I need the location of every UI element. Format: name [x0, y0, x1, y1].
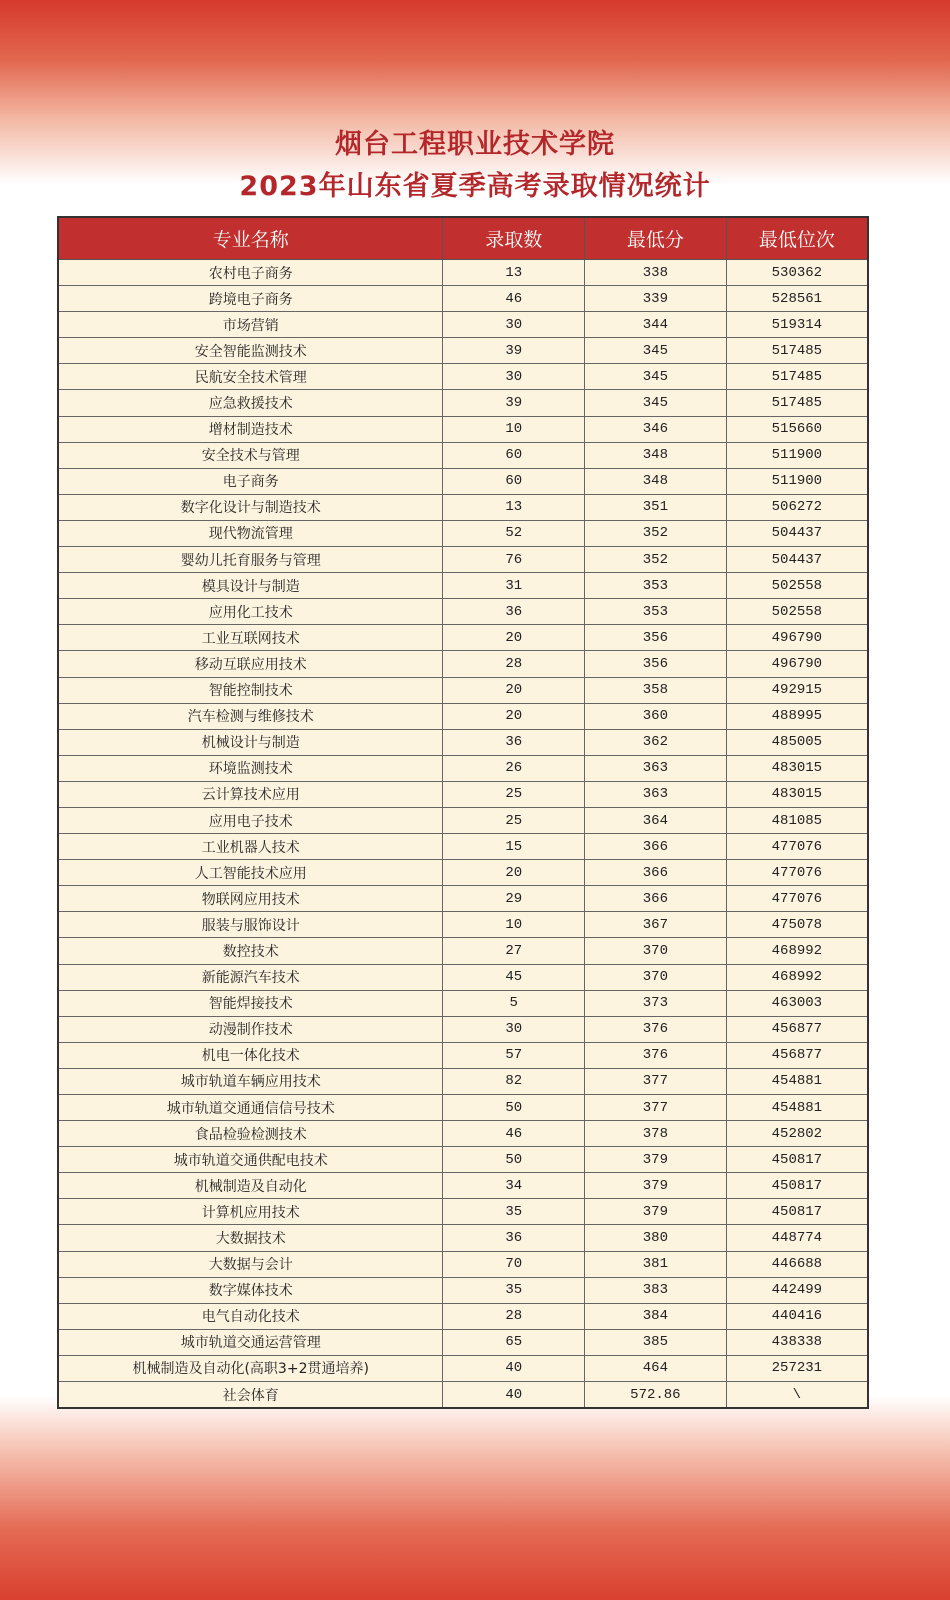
- admitted-count: 25: [443, 781, 585, 807]
- table-row: [58, 781, 868, 807]
- min-score: 373: [585, 990, 727, 1016]
- major-name: 人工智能技术应用: [58, 860, 443, 886]
- table-row: [58, 1225, 868, 1251]
- min-rank: 477076: [726, 860, 868, 886]
- min-rank: 452802: [726, 1121, 868, 1147]
- min-score: 379: [585, 1147, 727, 1173]
- major-name: 汽车检测与维修技术: [58, 703, 443, 729]
- admitted-count: 20: [443, 860, 585, 886]
- min-score: 380: [585, 1225, 727, 1251]
- admitted-count: 40: [443, 1382, 585, 1409]
- min-rank: 483015: [726, 755, 868, 781]
- major-name: 食品检验检测技术: [58, 1121, 443, 1147]
- table-row: [58, 834, 868, 860]
- table-row: [58, 1382, 868, 1409]
- min-rank: 456877: [726, 1016, 868, 1042]
- table-row: [58, 755, 868, 781]
- table-row: [58, 364, 868, 390]
- admitted-count: 76: [443, 547, 585, 573]
- table-row: [58, 886, 868, 912]
- min-rank: 468992: [726, 938, 868, 964]
- admitted-count: 34: [443, 1173, 585, 1199]
- major-name: 机械设计与制造: [58, 729, 443, 755]
- table-row: [58, 390, 868, 416]
- admitted-count: 30: [443, 364, 585, 390]
- admitted-count: 39: [443, 390, 585, 416]
- table-row: [58, 599, 868, 625]
- min-score: 348: [585, 468, 727, 494]
- min-rank: 517485: [726, 338, 868, 364]
- table-row: [58, 442, 868, 468]
- table-row: [58, 1095, 868, 1121]
- admitted-count: 20: [443, 677, 585, 703]
- table-row: [58, 1016, 868, 1042]
- admitted-count: 60: [443, 468, 585, 494]
- min-rank: 481085: [726, 807, 868, 833]
- admitted-count: 70: [443, 1251, 585, 1277]
- min-score: 358: [585, 677, 727, 703]
- min-score: 345: [585, 364, 727, 390]
- major-name: 动漫制作技术: [58, 1016, 443, 1042]
- table-row: [58, 1121, 868, 1147]
- major-name: 社会体育: [58, 1382, 443, 1409]
- header-admitted: 录取数: [443, 217, 585, 260]
- min-score: 363: [585, 781, 727, 807]
- major-name: 模具设计与制造: [58, 573, 443, 599]
- min-rank: 257231: [726, 1355, 868, 1381]
- min-rank: 496790: [726, 625, 868, 651]
- min-score: 362: [585, 729, 727, 755]
- table-row: [58, 651, 868, 677]
- min-rank: 502558: [726, 599, 868, 625]
- table-row: [58, 468, 868, 494]
- min-score: 352: [585, 547, 727, 573]
- min-score: 366: [585, 886, 727, 912]
- admitted-count: 40: [443, 1355, 585, 1381]
- min-score: 376: [585, 1016, 727, 1042]
- min-score: 338: [585, 260, 727, 286]
- table-row: [58, 912, 868, 938]
- table-row: [58, 703, 868, 729]
- admitted-count: 35: [443, 1277, 585, 1303]
- major-name: 电气自动化技术: [58, 1303, 443, 1329]
- min-rank: 504437: [726, 547, 868, 573]
- major-name: 机械制造及自动化(高职3+2贯通培养): [58, 1355, 443, 1381]
- admitted-count: 30: [443, 1016, 585, 1042]
- admitted-count: 36: [443, 599, 585, 625]
- min-score: 364: [585, 807, 727, 833]
- admitted-count: 5: [443, 990, 585, 1016]
- min-score: 381: [585, 1251, 727, 1277]
- min-score: 378: [585, 1121, 727, 1147]
- min-rank: 454881: [726, 1095, 868, 1121]
- admitted-count: 31: [443, 573, 585, 599]
- min-rank: 528561: [726, 286, 868, 312]
- min-rank: 450817: [726, 1147, 868, 1173]
- admitted-count: 10: [443, 912, 585, 938]
- major-name: 机电一体化技术: [58, 1042, 443, 1068]
- min-score: 348: [585, 442, 727, 468]
- min-rank: 504437: [726, 520, 868, 546]
- min-rank: 475078: [726, 912, 868, 938]
- min-score: 360: [585, 703, 727, 729]
- min-score: 356: [585, 651, 727, 677]
- min-rank: 463003: [726, 990, 868, 1016]
- table-row: [58, 1042, 868, 1068]
- table-row: [58, 1173, 868, 1199]
- major-name: 增材制造技术: [58, 416, 443, 442]
- major-name: 大数据技术: [58, 1225, 443, 1251]
- min-rank: 454881: [726, 1068, 868, 1094]
- min-rank: \: [726, 1382, 868, 1409]
- admitted-count: 30: [443, 312, 585, 338]
- min-rank: 442499: [726, 1277, 868, 1303]
- major-name: 工业机器人技术: [58, 834, 443, 860]
- min-score: 353: [585, 599, 727, 625]
- min-rank: 519314: [726, 312, 868, 338]
- table-row: [58, 416, 868, 442]
- min-score: 346: [585, 416, 727, 442]
- admitted-count: 36: [443, 729, 585, 755]
- min-score: 377: [585, 1068, 727, 1094]
- min-rank: 456877: [726, 1042, 868, 1068]
- page-subtitle: 2023年山东省夏季高考录取情况统计: [239, 171, 711, 202]
- table-row: [58, 338, 868, 364]
- table-row: [58, 860, 868, 886]
- min-rank: 492915: [726, 677, 868, 703]
- table-row: [58, 520, 868, 546]
- min-score: 376: [585, 1042, 727, 1068]
- min-score: 351: [585, 494, 727, 520]
- min-rank: 477076: [726, 834, 868, 860]
- major-name: 安全智能监测技术: [58, 338, 443, 364]
- admitted-count: 82: [443, 1068, 585, 1094]
- admitted-count: 50: [443, 1147, 585, 1173]
- min-score: 377: [585, 1095, 727, 1121]
- major-name: 民航安全技术管理: [58, 364, 443, 390]
- admitted-count: 46: [443, 1121, 585, 1147]
- table-row: [58, 1277, 868, 1303]
- major-name: 安全技术与管理: [58, 442, 443, 468]
- admitted-count: 50: [443, 1095, 585, 1121]
- header-major: 专业名称: [58, 217, 443, 260]
- min-rank: 517485: [726, 390, 868, 416]
- min-score: 379: [585, 1173, 727, 1199]
- major-name: 数字化设计与制造技术: [58, 494, 443, 520]
- min-rank: 468992: [726, 964, 868, 990]
- major-name: 工业互联网技术: [58, 625, 443, 651]
- min-rank: 515660: [726, 416, 868, 442]
- table-row: [58, 1355, 868, 1381]
- min-score: 384: [585, 1303, 727, 1329]
- min-rank: 502558: [726, 573, 868, 599]
- min-rank: 483015: [726, 781, 868, 807]
- major-name: 新能源汽车技术: [58, 964, 443, 990]
- table-row: [58, 547, 868, 573]
- admitted-count: 10: [443, 416, 585, 442]
- min-score: 383: [585, 1277, 727, 1303]
- major-name: 农村电子商务: [58, 260, 443, 286]
- admitted-count: 13: [443, 494, 585, 520]
- min-rank: 511900: [726, 442, 868, 468]
- admitted-count: 20: [443, 625, 585, 651]
- major-name: 现代物流管理: [58, 520, 443, 546]
- table-row: [58, 1329, 868, 1355]
- min-score: 370: [585, 964, 727, 990]
- min-rank: 438338: [726, 1329, 868, 1355]
- table-row: [58, 1251, 868, 1277]
- major-name: 数字媒体技术: [58, 1277, 443, 1303]
- min-score: 352: [585, 520, 727, 546]
- major-name: 应用化工技术: [58, 599, 443, 625]
- admitted-count: 15: [443, 834, 585, 860]
- table-row: [58, 1068, 868, 1094]
- major-name: 城市轨道交通运营管理: [58, 1329, 443, 1355]
- min-score: 366: [585, 834, 727, 860]
- admitted-count: 35: [443, 1199, 585, 1225]
- page-title: 烟台工程职业技术学院: [335, 129, 615, 160]
- min-score: 363: [585, 755, 727, 781]
- admitted-count: 46: [443, 286, 585, 312]
- major-name: 电子商务: [58, 468, 443, 494]
- admitted-count: 28: [443, 1303, 585, 1329]
- major-name: 大数据与会计: [58, 1251, 443, 1277]
- min-score: 345: [585, 338, 727, 364]
- min-score: 344: [585, 312, 727, 338]
- major-name: 环境监测技术: [58, 755, 443, 781]
- min-rank: 496790: [726, 651, 868, 677]
- min-rank: 488995: [726, 703, 868, 729]
- admitted-count: 36: [443, 1225, 585, 1251]
- min-score: 464: [585, 1355, 727, 1381]
- major-name: 城市轨道车辆应用技术: [58, 1068, 443, 1094]
- admitted-count: 65: [443, 1329, 585, 1355]
- table-row: [58, 677, 868, 703]
- major-name: 跨境电子商务: [58, 286, 443, 312]
- table-row: [58, 1147, 868, 1173]
- admitted-count: 20: [443, 703, 585, 729]
- min-rank: 477076: [726, 886, 868, 912]
- major-name: 计算机应用技术: [58, 1199, 443, 1225]
- major-name: 市场营销: [58, 312, 443, 338]
- min-rank: 450817: [726, 1173, 868, 1199]
- major-name: 城市轨道交通供配电技术: [58, 1147, 443, 1173]
- min-rank: 506272: [726, 494, 868, 520]
- table-header-row: [58, 217, 868, 260]
- admitted-count: 57: [443, 1042, 585, 1068]
- table-row: [58, 1199, 868, 1225]
- major-name: 移动互联应用技术: [58, 651, 443, 677]
- min-rank: 517485: [726, 364, 868, 390]
- min-rank: 530362: [726, 260, 868, 286]
- table-row: [58, 494, 868, 520]
- table-row: [58, 729, 868, 755]
- min-rank: 448774: [726, 1225, 868, 1251]
- major-name: 物联网应用技术: [58, 886, 443, 912]
- admitted-count: 13: [443, 260, 585, 286]
- major-name: 云计算技术应用: [58, 781, 443, 807]
- min-score: 572.86: [585, 1382, 727, 1409]
- header-min-rank: 最低位次: [726, 217, 868, 260]
- min-score: 356: [585, 625, 727, 651]
- table-row: [58, 286, 868, 312]
- major-name: 数控技术: [58, 938, 443, 964]
- table-row: [58, 807, 868, 833]
- admitted-count: 45: [443, 964, 585, 990]
- major-name: 机械制造及自动化: [58, 1173, 443, 1199]
- min-score: 385: [585, 1329, 727, 1355]
- major-name: 城市轨道交通通信信号技术: [58, 1095, 443, 1121]
- major-name: 服装与服饰设计: [58, 912, 443, 938]
- min-score: 345: [585, 390, 727, 416]
- min-score: 339: [585, 286, 727, 312]
- table-row: [58, 964, 868, 990]
- major-name: 婴幼儿托育服务与管理: [58, 547, 443, 573]
- table-row: [58, 260, 868, 286]
- major-name: 智能控制技术: [58, 677, 443, 703]
- min-score: 367: [585, 912, 727, 938]
- min-score: 379: [585, 1199, 727, 1225]
- admitted-count: 27: [443, 938, 585, 964]
- admitted-count: 39: [443, 338, 585, 364]
- min-rank: 450817: [726, 1199, 868, 1225]
- admitted-count: 60: [443, 442, 585, 468]
- admitted-count: 28: [443, 651, 585, 677]
- major-name: 智能焊接技术: [58, 990, 443, 1016]
- table-row: [58, 625, 868, 651]
- table-row: [58, 312, 868, 338]
- table-row: [58, 990, 868, 1016]
- table-row: [58, 938, 868, 964]
- table-row: [58, 1303, 868, 1329]
- min-rank: 440416: [726, 1303, 868, 1329]
- header-min-score: 最低分: [585, 217, 727, 260]
- min-score: 366: [585, 860, 727, 886]
- major-name: 应急救援技术: [58, 390, 443, 416]
- admitted-count: 25: [443, 807, 585, 833]
- admission-table: [57, 216, 869, 1409]
- min-rank: 446688: [726, 1251, 868, 1277]
- min-score: 353: [585, 573, 727, 599]
- admitted-count: 52: [443, 520, 585, 546]
- admitted-count: 29: [443, 886, 585, 912]
- major-name: 应用电子技术: [58, 807, 443, 833]
- table-row: [58, 573, 868, 599]
- min-rank: 511900: [726, 468, 868, 494]
- min-rank: 485005: [726, 729, 868, 755]
- min-score: 370: [585, 938, 727, 964]
- admitted-count: 26: [443, 755, 585, 781]
